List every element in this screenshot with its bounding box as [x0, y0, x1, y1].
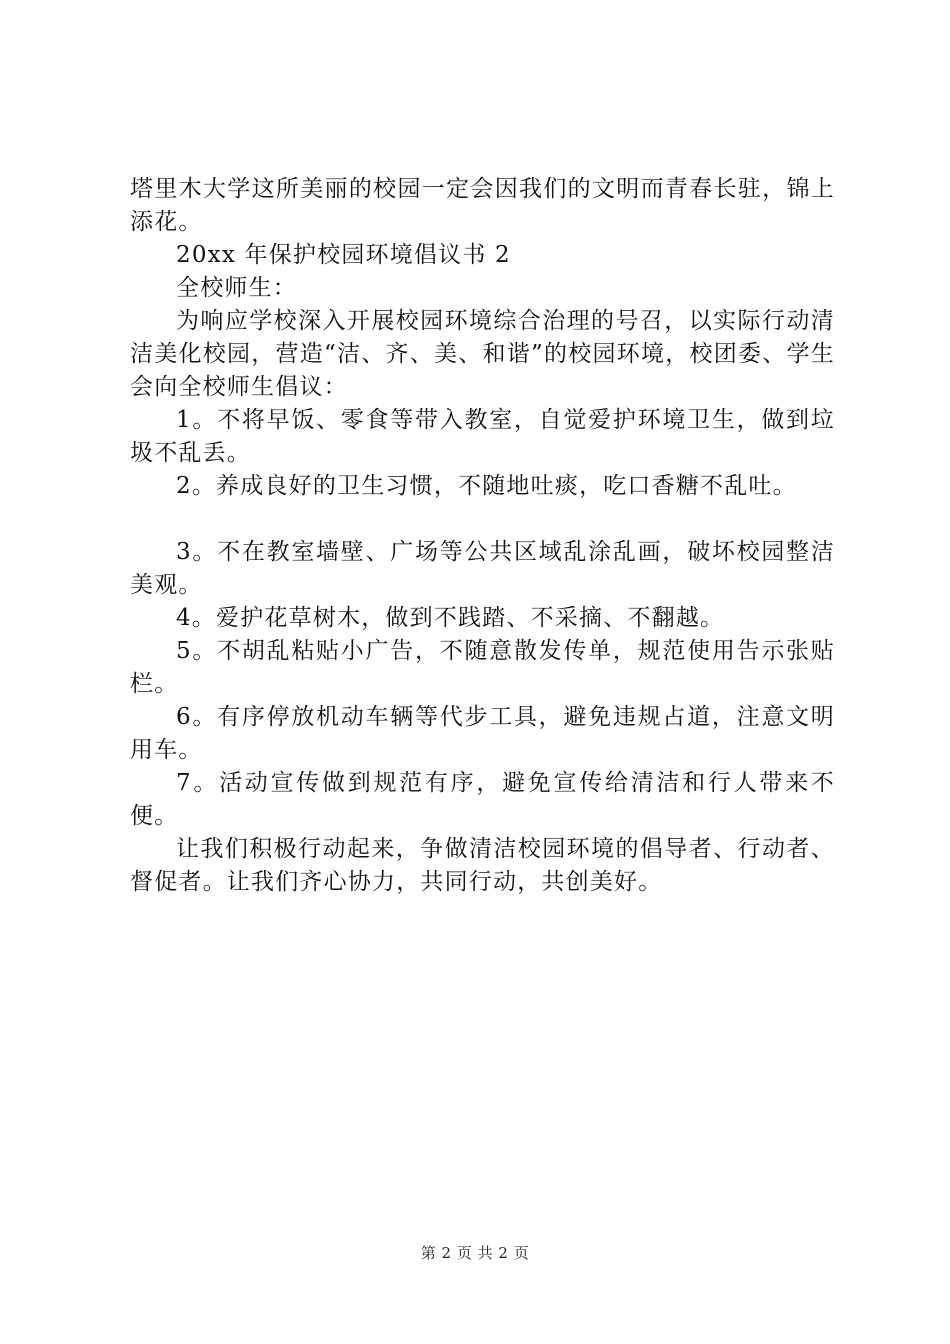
paragraph-closing: 让我们积极行动起来，争做清洁校园环境的倡导者、行动者、督促者。让我们齐心协力，共同行动，共创美好。 [130, 836, 835, 895]
salutation: 全校师生： [176, 275, 297, 301]
list-item-7: 7。活动宣传做到规范有序，避免宣传给清洁和行人带来不便。 [130, 770, 835, 829]
list-item-4: 4。爱护花草树木，做到不践踏、不采摘、不翻越。 [176, 605, 725, 631]
list-item-6: 6。有序停放机动车辆等代步工具，避免违规占道，注意文明用车。 [130, 704, 835, 763]
paragraph-intro: 为响应学校深入开展校园环境综合治理的号召，以实际行动清洁美化校园，营造“洁、齐、美、和谐”的校园环境，校团委、学生会向全校师生倡议： [130, 308, 835, 400]
paragraph-continuation: 塔里木大学这所美丽的校园一定会因我们的文明而青春长驻，锦上添花。 [130, 176, 835, 235]
list-item-5: 5。不胡乱粘贴小广告，不随意散发传单，规范使用告示张贴栏。 [130, 638, 835, 697]
page-footer [0, 1242, 950, 1263]
list-item-2: 2。养成良好的卫生习惯，不随地吐痰，吃口香糖不乱吐。 [176, 473, 797, 499]
page-number-label: 第 2 页 共 2 页 [420, 1244, 530, 1262]
section-title: 20xx 年保护校园环境倡议书 2 [176, 242, 511, 268]
document-body [130, 173, 835, 899]
list-item-3: 3。不在教室墙壁、广场等公共区域乱涂乱画，破坏校园整洁美观。 [130, 539, 835, 598]
list-item-1: 1。不将早饭、零食等带入教室，自觉爱护环境卫生，做到垃圾不乱丢。 [130, 407, 835, 466]
